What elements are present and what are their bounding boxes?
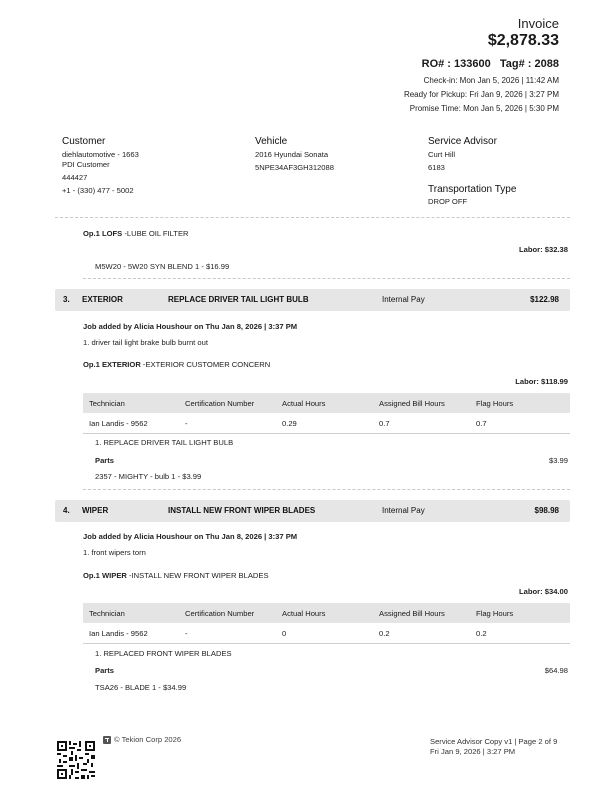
job-op-desc: -EXTERIOR CUSTOMER CONCERN	[140, 360, 271, 369]
part-line: 2357 - MIGHTY - bulb 1 - $3.99	[95, 472, 202, 481]
advisor-heading: Service Advisor	[428, 136, 497, 147]
tekion-logo-icon	[103, 736, 111, 744]
footer-printed-date: Fri Jan 9, 2026 | 3:27 PM	[430, 747, 516, 756]
parts-total: $3.99	[548, 456, 568, 465]
footer-copyright: © Tekion Corp 2026	[114, 735, 182, 744]
transport-heading: Transportation Type	[428, 184, 517, 195]
job-correction: 1. REPLACED FRONT WIPER BLADES	[95, 649, 232, 658]
job-name: INSTALL NEW FRONT WIPER BLADES	[168, 506, 316, 515]
cell-technician: Ian Landis - 9562	[89, 629, 148, 638]
divider	[55, 217, 570, 218]
vehicle-vin: 5NPE34AF3GH312088	[255, 163, 334, 172]
job-4-header[interactable]	[55, 500, 570, 522]
job-number: 3.	[63, 295, 70, 304]
job-amount: $98.98	[534, 506, 559, 515]
col-technician: Technician	[89, 609, 125, 618]
op-lofs-desc: -LUBE OIL FILTER	[122, 229, 189, 238]
vehicle-heading: Vehicle	[255, 136, 288, 147]
job-code: EXTERIOR	[82, 295, 123, 304]
job-concern: 1. front wipers torn	[83, 548, 146, 557]
job-op-title: Op.1 WIPER	[83, 571, 127, 580]
cell-technician: Ian Landis - 9562	[89, 419, 148, 428]
job-3-header[interactable]	[55, 289, 570, 311]
customer-id: 444427	[62, 173, 88, 182]
job-added-info: Job added by Alicia Houshour on Thu Jan 8, 2026 | 3:37 PM	[83, 322, 298, 331]
qr-code	[57, 741, 95, 779]
customer-name: diehlautomotive - 1663	[62, 150, 139, 159]
job-added-info: Job added by Alicia Houshour on Thu Jan 8, 2026 | 3:37 PM	[83, 532, 298, 541]
cell-certification: -	[185, 629, 188, 638]
technician-table	[83, 603, 570, 644]
job-op-line	[83, 570, 269, 582]
table-row	[83, 623, 570, 644]
job-pay-type: Internal Pay	[382, 295, 425, 304]
col-flag-hours: Flag Hours	[476, 399, 514, 408]
cell-actual-hours: 0	[282, 629, 287, 638]
table-header-row	[83, 393, 570, 413]
col-flag-hours: Flag Hours	[476, 609, 514, 618]
op-lofs-title: Op.1 LOFS	[83, 229, 123, 238]
table-row	[83, 413, 570, 434]
col-assigned-bill-hours: Assigned Bill Hours	[379, 399, 445, 408]
parts-label: Parts	[95, 666, 114, 675]
customer-heading: Customer	[62, 136, 106, 147]
job-op-title: Op.1 EXTERIOR	[83, 360, 141, 369]
transport-value: DROP OFF	[428, 197, 468, 206]
col-certification: Certification Number	[185, 399, 255, 408]
job-number: 4.	[63, 506, 70, 515]
op-lofs-line	[83, 228, 189, 240]
col-assigned-bill-hours: Assigned Bill Hours	[379, 609, 445, 618]
advisor-name: Curt Hill	[428, 150, 456, 159]
op-lofs-part: M5W20 - 5W20 SYN BLEND 1 - $16.99	[95, 262, 230, 271]
table-header-row	[83, 603, 570, 623]
vehicle-model: 2016 Hyundai Sonata	[255, 150, 329, 159]
job-labor: Labor: $118.99	[515, 377, 568, 386]
parts-total: $64.98	[544, 666, 568, 675]
invoice-title: Invoice	[517, 16, 559, 31]
technician-table	[83, 393, 570, 434]
job-amount: $122.98	[530, 295, 559, 304]
customer-phone: +1 - (330) 477 - 5002	[62, 186, 134, 195]
invoice-total: $2,878.33	[487, 32, 559, 49]
cell-actual-hours: 0.29	[282, 419, 297, 428]
job-labor: Labor: $34.00	[519, 587, 568, 596]
job-code: WIPER	[82, 506, 109, 515]
job-op-line	[83, 359, 270, 371]
promise-time: Promise Time: Mon Jan 5, 2026 | 5:30 PM	[409, 104, 559, 113]
cell-certification: -	[185, 419, 188, 428]
job-op-desc: -INSTALL NEW FRONT WIPER BLADES	[126, 571, 269, 580]
footer-page-info: Service Advisor Copy v1 | Page 2 of 9	[430, 737, 558, 746]
op-lofs-labor: Labor: $32.38	[519, 245, 568, 254]
ready-time: Ready for Pickup: Fri Jan 9, 2026 | 3:27 PM	[403, 90, 559, 99]
divider	[83, 278, 570, 279]
parts-label: Parts	[95, 456, 114, 465]
job-pay-type: Internal Pay	[382, 506, 425, 515]
job-name: REPLACE DRIVER TAIL LIGHT BULB	[168, 295, 309, 304]
cell-assigned-bill-hours: 0.2	[379, 629, 390, 638]
cell-flag-hours: 0.7	[476, 419, 487, 428]
col-actual-hours: Actual Hours	[282, 399, 326, 408]
cell-assigned-bill-hours: 0.7	[379, 419, 390, 428]
advisor-id: 6183	[428, 163, 445, 172]
col-actual-hours: Actual Hours	[282, 609, 326, 618]
divider	[83, 489, 570, 490]
customer-type: PDI Customer	[62, 160, 110, 169]
checkin-time: Check-in: Mon Jan 5, 2026 | 11:42 AM	[423, 76, 559, 85]
ro-tag-number: RO# : 133600 Tag# : 2088	[421, 58, 559, 70]
col-technician: Technician	[89, 399, 125, 408]
part-line: TSA26 - BLADE 1 - $34.99	[95, 683, 187, 692]
qr-code-graphic	[57, 741, 95, 779]
cell-flag-hours: 0.2	[476, 629, 487, 638]
col-certification: Certification Number	[185, 609, 255, 618]
job-concern: 1. driver tail light brake bulb burnt out	[83, 338, 208, 347]
job-correction: 1. REPLACE DRIVER TAIL LIGHT BULB	[95, 438, 234, 447]
